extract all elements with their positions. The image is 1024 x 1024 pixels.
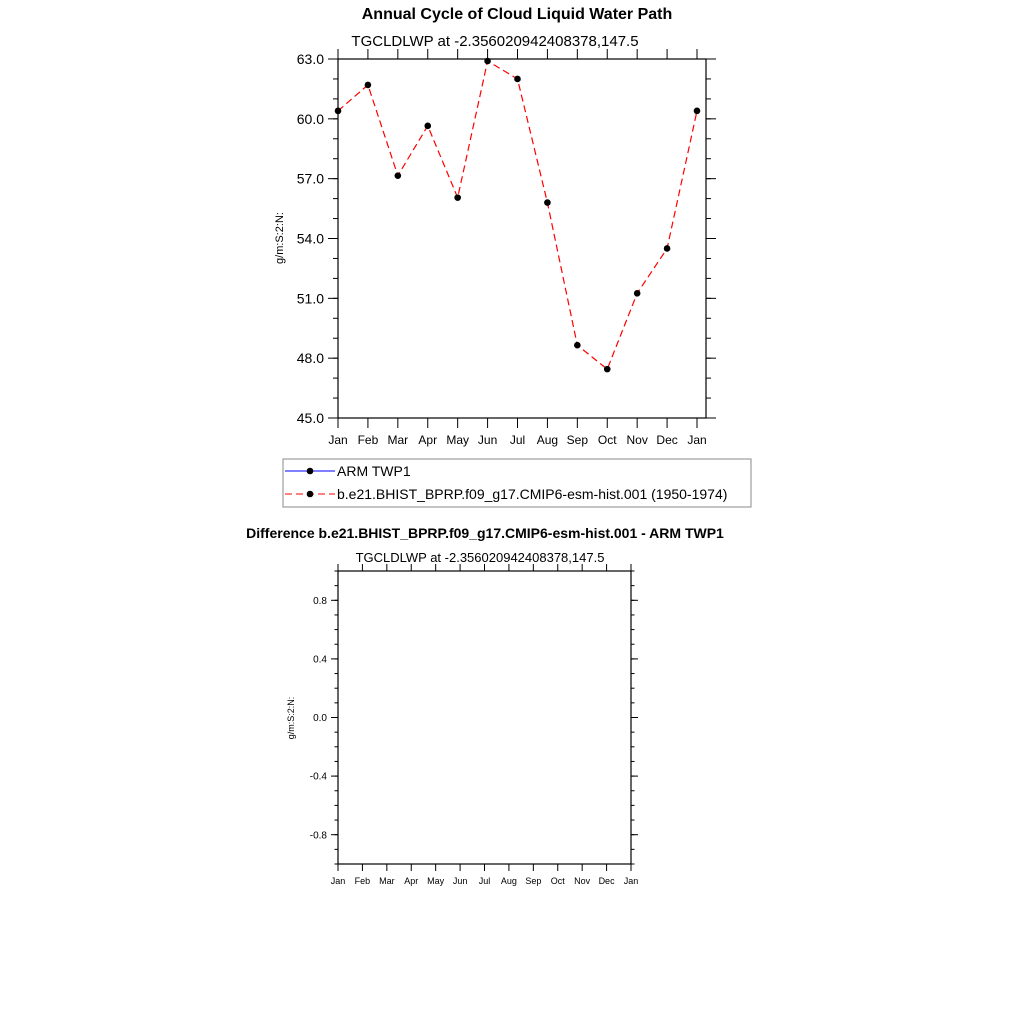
x-tick-label: Nov (626, 433, 648, 447)
x-tick-label: Nov (574, 876, 591, 886)
y-tick-label: 63.0 (296, 51, 324, 68)
x-tick-label: Mar (387, 433, 409, 447)
x-tick-label: Feb (357, 433, 379, 447)
x-tick-label: Oct (550, 876, 565, 886)
y-tick-label: -0.8 (309, 830, 327, 842)
data-point (424, 123, 431, 130)
data-point (664, 245, 671, 252)
data-point (634, 290, 641, 297)
data-point (335, 108, 342, 115)
y-tick-label: 45.0 (296, 410, 324, 427)
data-point (544, 199, 551, 206)
data-point (395, 172, 402, 179)
data-point (484, 58, 491, 65)
plot-frame (338, 59, 706, 418)
data-point (454, 194, 461, 201)
x-tick-label: Feb (354, 876, 371, 886)
legend-label-model: b.e21.BHIST_BPRP.f09_g17.CMIP6-esm-hist.001 (1950-1974) (337, 486, 728, 502)
y-tick-label: 51.0 (296, 290, 324, 307)
y-tick-label: 0.4 (313, 654, 327, 666)
legend-label-arm: ARM TWP1 (337, 463, 411, 479)
legend (283, 459, 751, 507)
data-point (365, 82, 372, 89)
y-axis-label: g/m:S:2:N: (274, 212, 286, 264)
legend-marker-arm (307, 468, 314, 475)
x-tick-label: Jan (687, 433, 707, 447)
y-tick-label: 54.0 (296, 230, 324, 247)
x-tick-label: Sep (566, 433, 589, 447)
diff-chart-subtitle: TGCLDLWP at -2.356020942408378,147.5 (355, 550, 605, 565)
data-point (574, 342, 581, 349)
x-tick-label: Aug (500, 876, 517, 886)
x-tick-label: May (446, 433, 470, 447)
x-tick-label: Oct (597, 433, 617, 447)
plot-annual-cycle (297, 49, 716, 447)
x-tick-label: Jan (623, 876, 639, 886)
x-tick-label: Jun (477, 433, 498, 447)
legend-marker-model (307, 491, 314, 498)
x-tick-label: Dec (656, 433, 678, 447)
x-tick-label: Apr (404, 876, 419, 886)
x-tick-label: Jan (330, 876, 346, 886)
y-tick-label: 57.0 (296, 170, 324, 187)
plot-frame (338, 571, 631, 864)
y-tick-label: 60.0 (296, 110, 324, 127)
x-tick-label: Apr (418, 433, 438, 447)
data-point (514, 76, 521, 83)
x-tick-label: Jul (478, 876, 491, 886)
y-tick-label: 0.8 (313, 595, 327, 607)
x-tick-label: Mar (379, 876, 395, 886)
x-tick-label: Dec (598, 876, 615, 886)
y-tick-label: -0.4 (309, 771, 327, 783)
diff-y-axis-label: g/m:S:2:N: (286, 696, 296, 740)
x-tick-label: Jun (452, 876, 468, 886)
data-point (604, 366, 611, 373)
x-tick-label: Sep (525, 876, 542, 886)
x-tick-label: Jul (509, 433, 526, 447)
y-tick-label: 0.0 (313, 713, 327, 725)
y-tick-label: 48.0 (296, 350, 324, 367)
x-tick-label: Jan (328, 433, 348, 447)
plot-difference (310, 564, 638, 886)
data-point (694, 108, 701, 115)
chart-subtitle: TGCLDLWP at -2.356020942408378,147.5 (351, 33, 639, 50)
x-tick-label: May (427, 876, 445, 886)
chart-title: Annual Cycle of Cloud Liquid Water Path (361, 6, 673, 23)
series-line (338, 61, 697, 369)
x-tick-label: Aug (536, 433, 559, 447)
diff-chart-title: Difference b.e21.BHIST_BPRP.f09_g17.CMIP6-esm-hist.001 - ARM TWP1 (246, 525, 724, 541)
